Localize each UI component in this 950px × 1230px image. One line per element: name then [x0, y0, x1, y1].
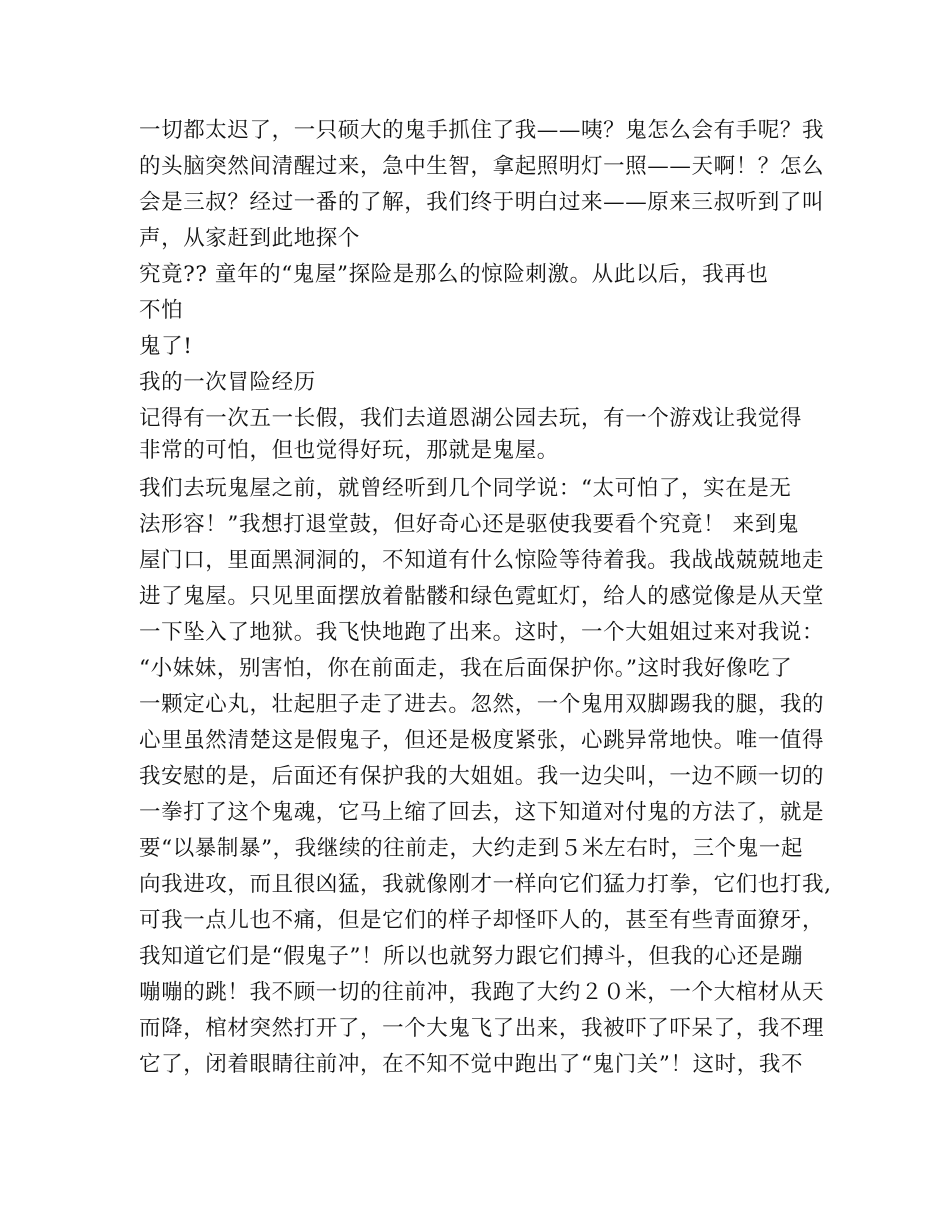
text-line: 我安慰的是，后面还有保护我的大姐姐。我一边尖叫，一边不顾一切的: [139, 764, 825, 789]
text-line: 一颗定心丸，壮起胆子走了进去。忽然，一个鬼用双脚踢我的腿，我的: [139, 692, 825, 717]
text-line: 不怕: [139, 298, 184, 323]
text-line: 一下坠入了地狱。我飞快地跑了出来。这时，一个大姐姐过来对我说：: [139, 620, 825, 645]
text-line: 一拳打了这个鬼魂，它马上缩了回去，这下知道对付鬼的方法了，就是: [139, 800, 825, 825]
text-line: 声，从家赶到此地探个: [139, 226, 361, 251]
text-line: 心里虽然清楚这是假鬼子，但还是极度紧张，心跳异常地快。唯一值得: [139, 728, 825, 753]
text-line: 要“以暴制暴”，我继续的往前走，大约走到５米左右时，三个鬼一起: [139, 836, 804, 861]
section-heading: 我的一次冒险经历: [139, 370, 316, 395]
text-line: 进了鬼屋。只见里面摆放着骷髅和绿色霓虹灯，给人的感觉像是从天堂: [139, 584, 825, 609]
text-line: 可我一点儿也不痛，但是它们的样子却怪吓人的，甚至有些青面獠牙，: [139, 908, 825, 933]
text-line: 它了，闭着眼睛往前冲，在不知不觉中跑出了“鬼门关”！这时，我不: [139, 1052, 804, 1077]
text-line: 向我进攻，而且很凶猛，我就像刚才一样向它们猛力打拳，它们也打我,: [139, 872, 832, 897]
text-line: 的头脑突然间清醒过来，急中生智，拿起照明灯一照——天啊！？怎么: [139, 154, 825, 179]
text-line: 法形容！”我想打退堂鼓，但好奇心还是驱使我要看个究竟！ 来到鬼: [139, 512, 799, 537]
text-line: 一切都太迟了，一只硕大的鬼手抓住了我——咦？鬼怎么会有手呢？我: [139, 118, 825, 143]
text-line: “小妹妹，别害怕，你在前面走，我在后面保护你。”这时我好像吃了: [139, 656, 793, 681]
text-line: 鬼了!: [139, 334, 193, 359]
text-line: 非常的可怕，但也觉得好玩，那就是鬼屋。: [139, 438, 559, 463]
text-line: 记得有一次五一长假，我们去道恩湖公园去玩，有一个游戏让我觉得: [139, 406, 803, 431]
text-line: 我们去玩鬼屋之前，就曾经听到几个同学说：“太可怕了，实在是无: [139, 476, 792, 501]
text-line: 屋门口，里面黑洞洞的，不知道有什么惊险等待着我。我战战兢兢地走: [139, 548, 825, 573]
text-line: 嘣嘣的跳！我不顾一切的往前冲，我跑了大约２０米，一个大棺材从天: [139, 980, 825, 1005]
text-line: 究竟?? 童年的“鬼屋”探险是那么的惊险刺激。从此以后，我再也: [139, 262, 769, 287]
text-line: 我知道它们是“假鬼子”！所以也就努力跟它们搏斗，但我的心还是蹦: [139, 944, 804, 969]
text-line: 而降，棺材突然打开了，一个大鬼飞了出来，我被吓了吓呆了，我不理: [139, 1016, 825, 1041]
text-line: 会是三叔？经过一番的了解，我们终于明白过来——原来三叔听到了叫: [139, 190, 825, 215]
